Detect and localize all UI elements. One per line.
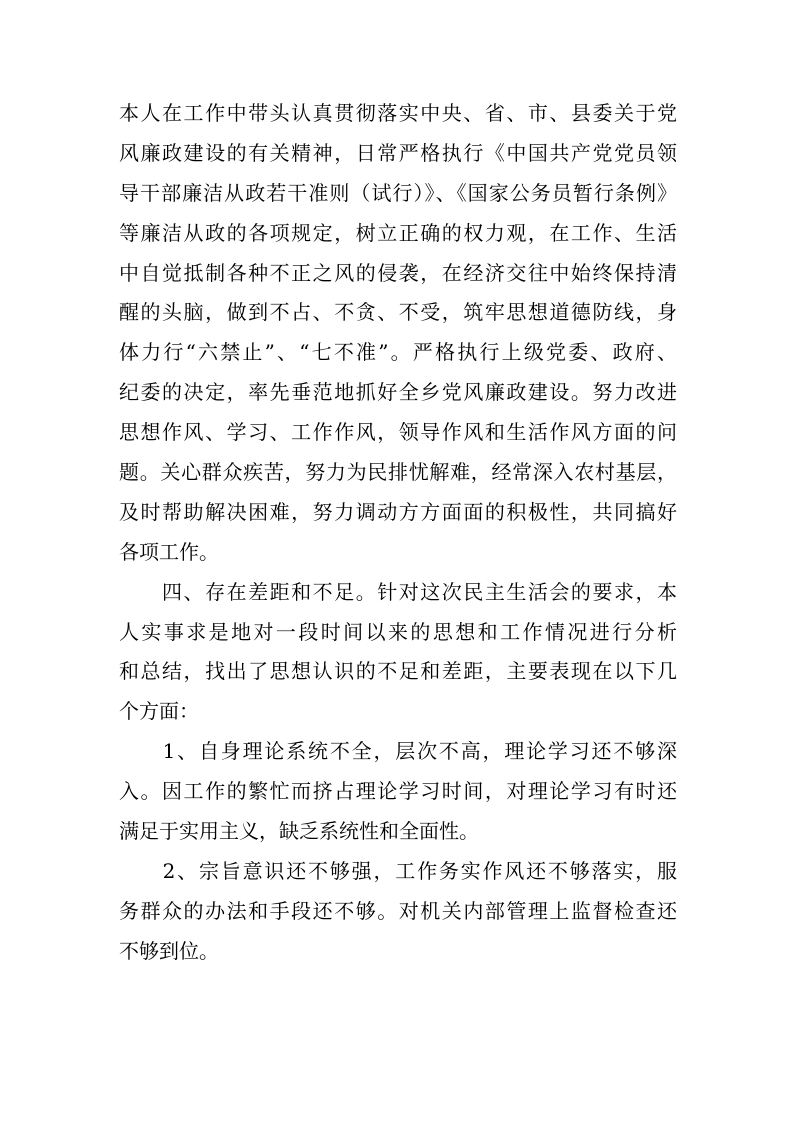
- text-line: 及时帮助解决困难，努力调动方方面面的积极性，共同搞好: [119, 499, 677, 524]
- text-line: 务群众的办法和手段还不够。对机关内部管理上监督检查还: [119, 898, 677, 923]
- text-line: 导干部廉洁从政若干准则（试行）》、《国家公务员暂行条例》: [119, 180, 677, 205]
- text-line: 纪委的决定，率先垂范地抓好全乡党风廉政建设。努力改进: [119, 380, 677, 405]
- text-line: 题。关心群众疾苦，努力为民排忧解难，经常深入农村基层，: [119, 460, 677, 485]
- text-line: 思想作风、学习、工作作风，领导作风和生活作风方面的问: [119, 420, 677, 445]
- paragraph-item-two: [119, 852, 677, 972]
- text-line: 风廉政建设的有关精神，日常严格执行《中国共产党党员领: [119, 140, 677, 165]
- paragraph-integrity-conduct: [119, 94, 677, 573]
- text-line: 中自觉抵制各种不正之风的侵袭，在经济交往中始终保持清: [119, 260, 677, 285]
- paragraph-item-one: [119, 732, 677, 852]
- text-line: 四、存在差距和不足。针对这次民主生活会的要求，本: [119, 579, 677, 604]
- text-line: 个方面：: [119, 699, 199, 724]
- text-line: 入。因工作的繁忙而挤占理论学习时间，对理论学习有时还: [119, 779, 677, 804]
- text-line: 2、宗旨意识还不够强，工作务实作风还不够落实，服: [119, 858, 677, 883]
- text-line: 各项工作。: [119, 539, 219, 564]
- text-line: 不够到位。: [119, 938, 219, 963]
- text-line: 人实事求是地对一段时间以来的思想和工作情况进行分析: [119, 619, 677, 644]
- text-line: 醒的头脑，做到不占、不贪、不受，筑牢思想道德防线，身: [119, 300, 677, 325]
- text-line: 1、自身理论系统不全，层次不高，理论学习还不够深: [119, 739, 677, 764]
- text-line: 本人在工作中带头认真贯彻落实中央、省、市、县委关于党: [119, 101, 677, 125]
- document-body: [119, 94, 677, 972]
- paragraph-section-four: [119, 573, 677, 733]
- text-line: 满足于实用主义，缺乏系统性和全面性。: [119, 819, 479, 844]
- text-line: 等廉洁从政的各项规定，树立正确的权力观，在工作、生活: [119, 220, 677, 245]
- text-line: 和总结，找出了思想认识的不足和差距，主要表现在以下几: [119, 659, 677, 684]
- text-line: 体力行“六禁止”、“七不准”。严格执行上级党委、政府、: [119, 340, 677, 365]
